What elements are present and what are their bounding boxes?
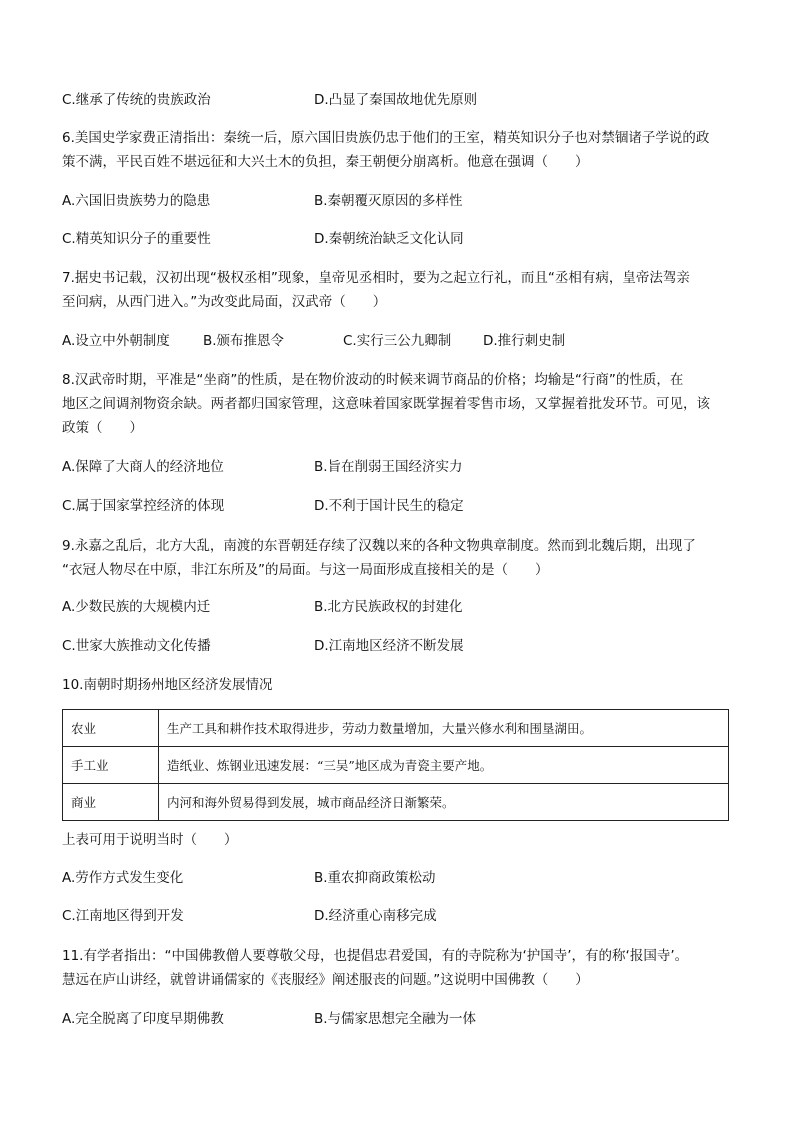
- q8-option-d: D.不利于国计民生的稳定: [314, 498, 464, 514]
- q6-stem: [62, 126, 738, 174]
- q8-stem-line: 8.汉武帝时期，平准是“坐商”的性质，是在物价波动的时候来调节商品的价格；均输是“行商”的性质，在: [62, 372, 684, 388]
- q9-stem: [62, 534, 738, 582]
- q6-stem-line: 策不满，平民百姓不堪远征和大兴土木的负担，秦王朝便分崩离析。他意在强调（ ）: [62, 154, 589, 170]
- q7-stem: [62, 266, 738, 314]
- q5-option-d: D.凸显了秦国故地优先原则: [314, 92, 478, 108]
- q8-stem-line: 政策（ ）: [62, 420, 143, 436]
- q10-option-a: A.劳作方式发生变化: [62, 870, 184, 886]
- q9-stem-line: “衣冠人物尽在中原，非江东所及”的局面。与这一局面形成直接相关的是（ ）: [62, 562, 549, 578]
- q8-stem: [62, 368, 738, 440]
- q5-option-c: C.继承了传统的贵族政治: [62, 92, 211, 108]
- q6-option-c: C.精英知识分子的重要性: [62, 231, 211, 247]
- q11-option-b: B.与儒家思想完全融为一体: [314, 1011, 477, 1027]
- q11-stem-line: 慧远在庐山讲经，就曾讲诵儒家的《丧服经》阐述服丧的问题。”这说明中国佛教（ ）: [62, 972, 589, 988]
- q7-option-d: D.推行刺史制: [483, 333, 566, 349]
- q7-option-c: C.实行三公九卿制: [343, 333, 452, 349]
- q10-option-d: D.经济重心南移完成: [314, 908, 437, 924]
- q10-title: 10.南朝时期扬州地区经济发展情况: [62, 677, 273, 693]
- q7-stem-line: 7.据史书记载，汉初出现“极权丞相”现象，皇帝见丞相时，要为之起立行礼，而且“丞相有病，皇帝法驾亲: [62, 270, 690, 286]
- table-row: [63, 747, 729, 784]
- q10-option-b: B.重农抑商政策松动: [314, 870, 436, 886]
- q9-option-c: C.世家大族推动文化传播: [62, 638, 211, 654]
- q9-option-a: A.少数民族的大规模内迁: [62, 599, 211, 615]
- q8-option-a: A.保障了大商人的经济地位: [62, 459, 224, 475]
- q8-stem-line: 地区之间调剂物资余缺。两者都归国家管理，这意味着国家既掌握着零售市场，又掌握着批发环节。可见，该: [62, 396, 710, 412]
- q10-option-c: C.江南地区得到开发: [62, 908, 184, 924]
- table-cell-description: 生产工具和耕作技术取得进步，劳动力数量增加，大量兴修水利和围垦湖田。: [159, 710, 729, 747]
- q8-option-b: B.旨在削弱王国经济实力: [314, 459, 463, 475]
- table-cell-description: 内河和海外贸易得到发展，城市商品经济日渐繁荣。: [159, 784, 729, 821]
- economy-table: [62, 709, 729, 821]
- q7-option-a: A.设立中外朝制度: [62, 333, 170, 349]
- table-cell-sector: 商业: [63, 784, 159, 821]
- q6-option-a: A.六国旧贵族势力的隐患: [62, 193, 211, 209]
- table-cell-description: 造纸业、炼钢业迅速发展：“三吴”地区成为青瓷主要产地。: [159, 747, 729, 784]
- table-row: [63, 784, 729, 821]
- q7-option-b: B.颁布推恩令: [203, 333, 285, 349]
- q9-option-d: D.江南地区经济不断发展: [314, 638, 464, 654]
- q6-stem-line: 6.美国史学家费正清指出：秦统一后，原六国旧贵族仍忠于他们的王室，精英知识分子也对禁锢诸子学说的政: [62, 130, 710, 146]
- q11-option-a: A.完全脱离了印度早期佛教: [62, 1011, 224, 1027]
- q7-stem-line: 至问病，从西门进入。”为改变此局面，汉武帝（ ）: [62, 294, 387, 310]
- table-cell-sector: 农业: [63, 710, 159, 747]
- q8-option-c: C.属于国家掌控经济的体现: [62, 498, 225, 514]
- table-row: [63, 710, 729, 747]
- q9-option-b: B.北方民族政权的封建化: [314, 599, 463, 615]
- table-cell-sector: 手工业: [63, 747, 159, 784]
- q6-option-b: B.秦朝覆灭原因的多样性: [314, 193, 463, 209]
- q6-option-d: D.秦朝统治缺乏文化认同: [314, 231, 464, 247]
- q9-stem-line: 9.永嘉之乱后，北方大乱，南渡的东晋朝廷存续了汉魏以来的各种文物典章制度。然而到北魏后期，出现了: [62, 538, 696, 554]
- q10-stem: 上表可用于说明当时（ ）: [62, 832, 238, 848]
- q11-stem-line: 11.有学者指出：“中国佛教僧人要尊敬父母，也提倡忠君爱国，有的寺院称为‘护国寺’，有的称‘报国寺’。: [62, 948, 689, 964]
- q11-stem: [62, 944, 738, 992]
